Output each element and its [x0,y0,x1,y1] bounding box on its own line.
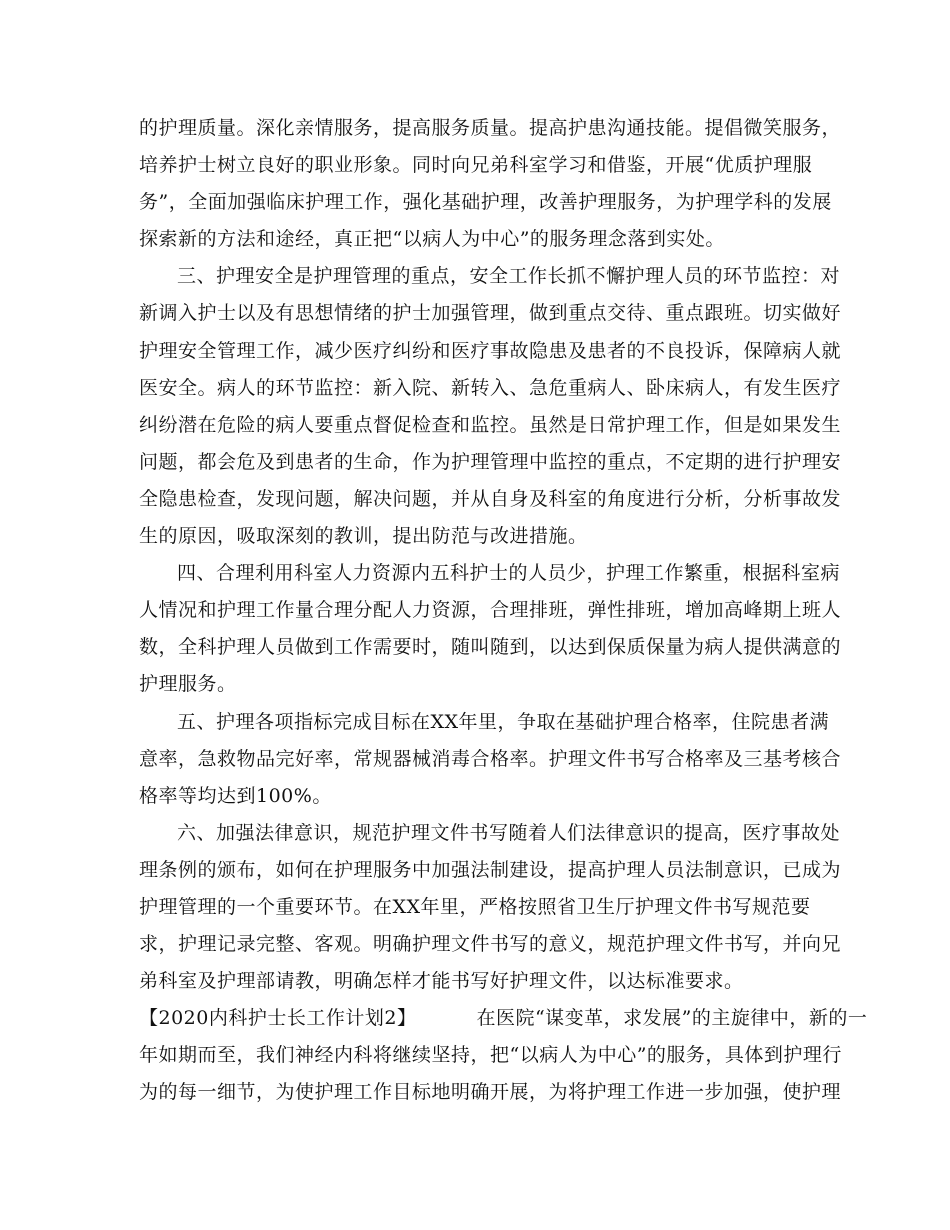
paragraph-4-start: 四、合理利用科室人力资源内五科护士的人员少，护理工作繁重，根据科室病 [177,562,841,585]
text-line: 的护理质量。深化亲情服务，提高服务质量。提高护患沟通技能。提倡微笑服务， [139,117,842,139]
text-line: 人情况和护理工作量合理分配人力资源，合理排班，弹性排班，增加高峰期上班人 [139,599,842,622]
text-line: 数，全科护理人员做到工作需要时，随叫随到，以达到保质保量为病人提供满意的 [139,636,842,659]
paragraph-3-start: 三、护理安全是护理管理的重点，安全工作长抓不懈护理人员的环节监控：对 [177,265,841,288]
document-body [139,110,868,1112]
paragraph-6-start: 六、加强法律意识，规范护理文件书写随着人们法律意识的提高，医疗事故处 [177,821,841,844]
text-line: 医安全。病人的环节监控：新入院、新转入、急危重病人、卧床病人，有发生医疗 [139,376,842,399]
text-line: 年如期而至，我们神经内科将继续坚持，把“以病人为中心”的服务，具体到护理行 [139,1044,842,1067]
section-heading-line [139,1000,868,1037]
text-line: 求，护理记录完整、客观。明确护理文件书写的意义，规范护理文件书写，并向兄 [139,933,842,956]
text-line: 探索新的方法和途经，真正把“以病人为中心”的服务理念落到实处。 [139,228,725,251]
text-line: 生的原因，吸取深刻的教训，提出防范与改进措施。 [139,525,588,548]
text-line: 弟科室及护理部请教，明确怎样才能书写好护理文件，以达标准要求。 [139,970,744,993]
section-heading: 【2020内科护士长工作计划2】 [139,1007,417,1030]
text-line: 纠纷潜在危险的病人要重点督促检查和监控。虽然是日常护理工作，但是如果发生 [139,413,842,436]
text-line: 意率，急救物品完好率，常规器械消毒合格率。护理文件书写合格率及三基考核合 [139,747,842,770]
text-line: 护理管理的一个重要环节。在XX年里，严格按照省卫生厅护理文件书写规范要 [139,895,811,918]
text-line: 护理服务。 [139,673,237,696]
text-line: 格率等均达到100%。 [139,784,332,807]
text-line: 护理安全管理工作，减少医疗纠纷和医疗事故隐患及患者的不良投诉，保障病人就 [139,339,842,362]
text-line: 务”，全面加强临床护理工作，强化基础护理，改善护理服务，为护理学科的发展 [139,191,832,214]
text-line: 为的每一细节，为使护理工作目标地明确开展，为将护理工作进一步加强，使护理 [139,1081,842,1104]
text-line: 问题，都会危及到患者的生命，作为护理管理中监控的重点，不定期的进行护理安 [139,450,842,473]
text-line: 培养护士树立良好的职业形象。同时向兄弟科室学习和借鉴，开展“优质护理服 [139,154,813,177]
text-line: 新调入护士以及有思想情绪的护士加强管理，做到重点交待、重点跟班。切实做好 [139,302,842,325]
text-line: 全隐患检查，发现问题，解决问题，并从自身及科室的角度进行分析，分析事故发 [139,487,842,510]
section-intro: 在医院“谋变革，求发展”的主旋律中，新的一 [476,1007,868,1030]
paragraph-5-start: 五、护理各项指标完成目标在XX年里，争取在基础护理合格率，住院患者满 [177,710,830,733]
text-line: 理条例的颁布，如何在护理服务中加强法制建设，提高护理人员法制意识，已成为 [139,858,842,881]
